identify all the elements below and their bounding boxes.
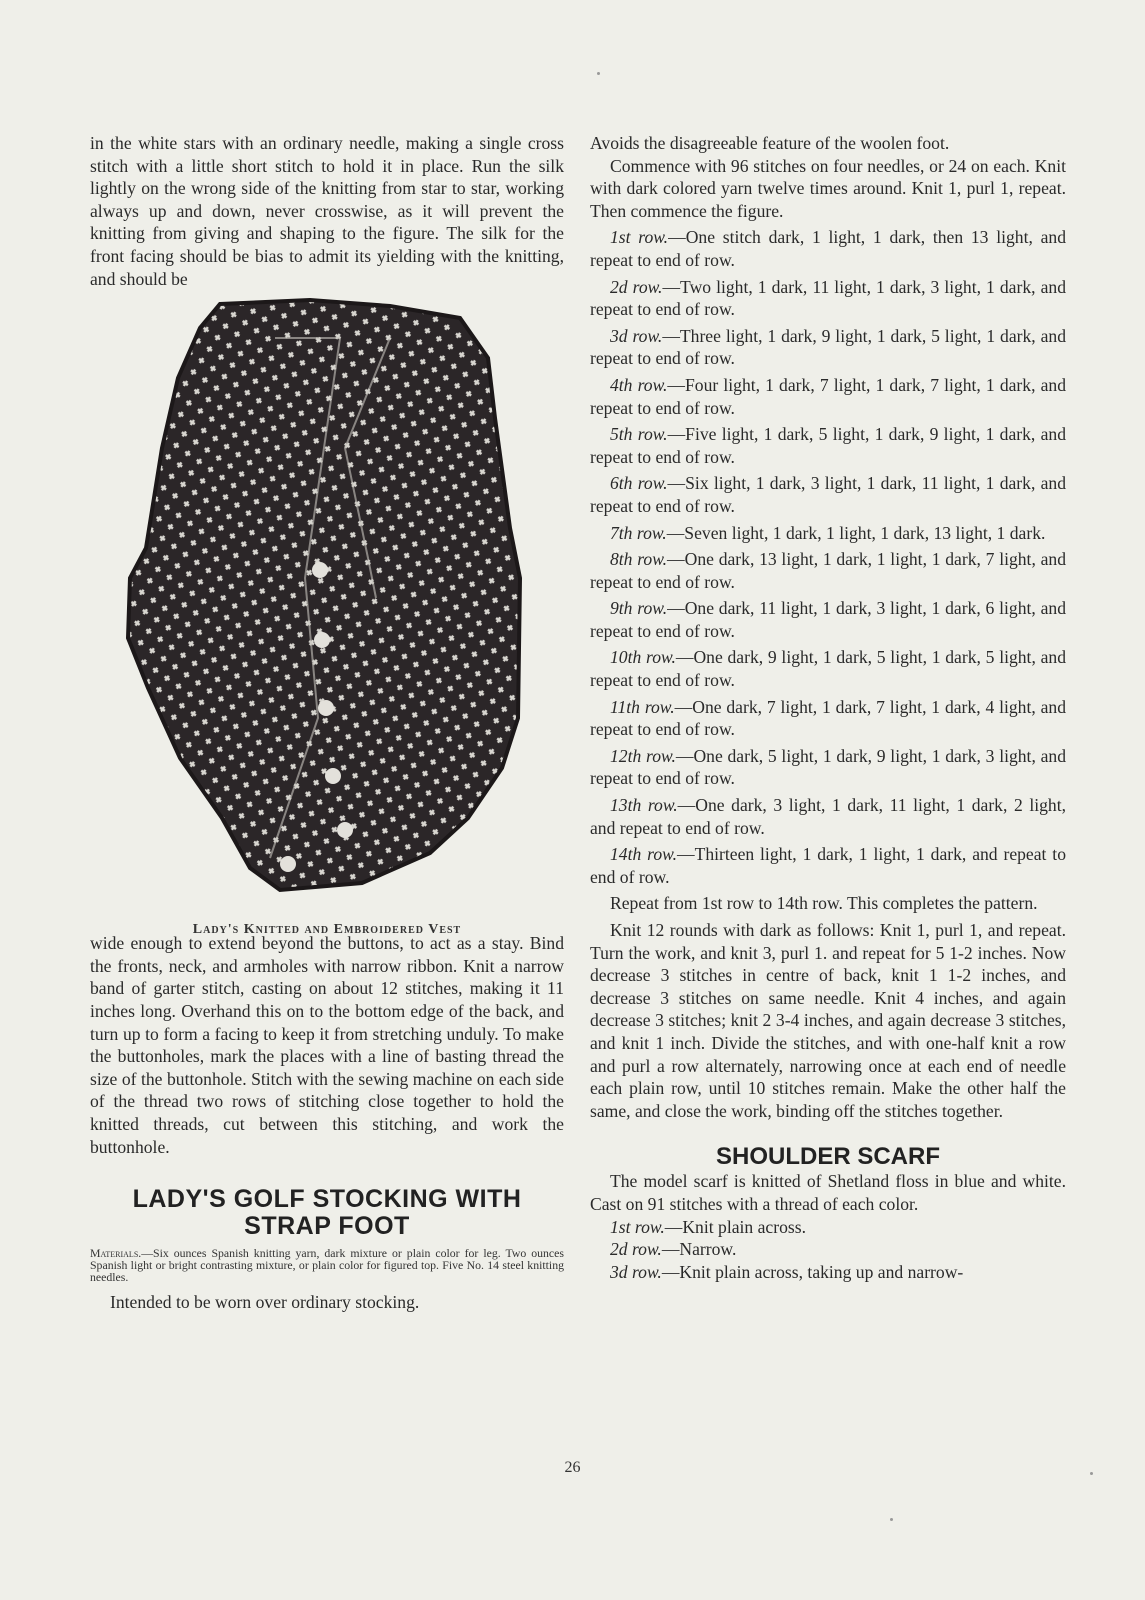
pattern-row: 2d row.—Two light, 1 dark, 11 light, 1 dark, 3 light, 1 dark, and repeat to end of row. [590, 276, 1066, 320]
golf-stocking-heading: LADY'S GOLF STOCKING WITH STRAP FOOT [132, 1185, 522, 1241]
repeat-text: Repeat from 1st row to 14th row. This completes the pattern. [610, 893, 1038, 914]
pattern-rows [590, 226, 1066, 888]
shoulder-scarf-heading: SHOULDER SCARF [715, 1143, 940, 1171]
knitted-vest-illustration [100, 298, 550, 902]
pattern-row: 5th row.—Five light, 1 dark, 5 light, 1 dark, 9 light, 1 dark, and repeat to end of row. [590, 424, 1066, 467]
pattern-row: 3d row.—Three light, 1 dark, 9 light, 1 dark, 5 light, 1 dark, and repeat to end of row. [590, 325, 1067, 369]
scarf-row: 1st row.—Knit plain across. [610, 1216, 806, 1237]
vest-instructions-continued: wide enough to extend beyond the buttons, to act as a stay. Bind the fronts, neck, and armholes with narrow ribbon. Knit a narrow band of garter stitch, casting on about 12 stitches, making it 11 inches long. Overhand this on to the bottom edge of the back, and turn up to form a facing to keep it from stretching unduly. To make the buttonholes, mark the places with a line of basting thread the size of the buttonhole. Stitch with the sewing machine on each side of the thread two rows of stitching close together to hold the knitted threads, cut between this stitching, and work the buttonhole. [90, 933, 564, 1157]
materials-label: Materials. [90, 1246, 142, 1261]
pattern-row: 9th row.—One dark, 11 light, 1 dark, 3 light, 1 dark, 6 light, and repeat to end of row. [590, 598, 1066, 641]
vest-figure [90, 298, 564, 938]
scarf-row: 2d row.—Narrow. [610, 1239, 737, 1260]
materials-text: —Six ounces Spanish knitting yarn, dark mixture or plain color for leg. Two ounces Spanish light or bright contrasting mixture, or plain color for figured top. Five No. 14 steel knitting needles. [90, 1246, 564, 1284]
paper-speck [1090, 1472, 1093, 1475]
left-column [90, 132, 564, 1314]
page-number: 26 [564, 1459, 581, 1476]
knit-rounds-text: Knit 12 rounds with dark as follows: Knit 1, purl 1, and repeat. Turn the work, and knit 3, purl 1. and repeat for 5 1-2 inches. Now decrease 3 stitches in centre of back, knit 1 1-2 inches, and decrease 3 stitches on same needle. Knit 4 inches, and again decrease 3 stitches; knit 2 3-4 inches, and again decrease 3 stitches, and knit 1 inch. Divide the stitches, and with one-half knit a row and purl a row alternately, narrowing once at each end of needle each plain row, until 10 stitches remain. Make the other half the same, and close the work, binding off the stitches together. [590, 920, 1066, 1121]
pattern-row: 10th row.—One dark, 9 light, 1 dark, 5 light, 1 dark, 5 light, and repeat to end of row. [590, 647, 1066, 691]
pattern-row: 4th row.—Four light, 1 dark, 7 light, 1 dark, 7 light, 1 dark, and repeat to end of row. [590, 374, 1066, 418]
materials-note [90, 1248, 564, 1283]
paper-speck [597, 72, 600, 75]
pattern-row: 1st row.—One stitch dark, 1 light, 1 dark, then 13 light, and repeat to end of row. [590, 227, 1066, 270]
paper-speck [890, 1518, 893, 1521]
scarf-row: 3d row.—Knit plain across, taking up and narrow- [610, 1261, 964, 1282]
right-column [590, 132, 1066, 1283]
commence-text: Commence with 96 stitches on four needles, or 24 on each. Knit with dark colored yarn twelve times around. Knit 1, purl 1, repeat. Then commence the figure. [590, 155, 1066, 221]
figure-caption: Lady's Knitted and Embroidered Vest [192, 922, 462, 938]
vest-instructions-intro: in the white stars with an ordinary needle, making a single cross stitch with a little short stitch to hold it in place. Run the silk lightly on the wrong side of the knitting from star to star, working always up and down, never crosswise, as it will prevent the knitting from giving and shaping to the figure. The silk for the front facing should be bias to admit its yielding with the knitting, and should be [90, 133, 564, 289]
scarf-intro: The model scarf is knitted of Shetland floss in blue and white. Cast on 91 stitches with a thread of each color. [590, 1171, 1066, 1214]
pattern-row: 8th row.—One dark, 13 light, 1 dark, 1 light, 1 dark, 7 light, and repeat to end of row. [590, 549, 1066, 592]
pattern-row: 6th row.—Six light, 1 dark, 3 light, 1 dark, 11 light, 1 dark, and repeat to end of row. [590, 473, 1066, 516]
pattern-row: 7th row.—Seven light, 1 dark, 1 light, 1 dark, 13 light, 1 dark. [610, 522, 1046, 543]
avoids-text: Avoids the disagreeable feature of the woolen foot. [590, 133, 950, 153]
pattern-row: 13th row.—One dark, 3 light, 1 dark, 11 light, 1 dark, 2 light, and repeat to end of row. [590, 795, 1066, 838]
pattern-row: 12th row.—One dark, 5 light, 1 dark, 9 light, 1 dark, 3 light, and repeat to end of row. [590, 745, 1066, 789]
intended-use: Intended to be worn over ordinary stocking. [110, 1292, 420, 1313]
pattern-row: 11th row.—One dark, 7 light, 1 dark, 7 light, 1 dark, 4 light, and repeat to end of row. [590, 696, 1066, 740]
pattern-row: 14th row.—Thirteen light, 1 dark, 1 light, 1 dark, and repeat to end of row. [590, 844, 1066, 887]
